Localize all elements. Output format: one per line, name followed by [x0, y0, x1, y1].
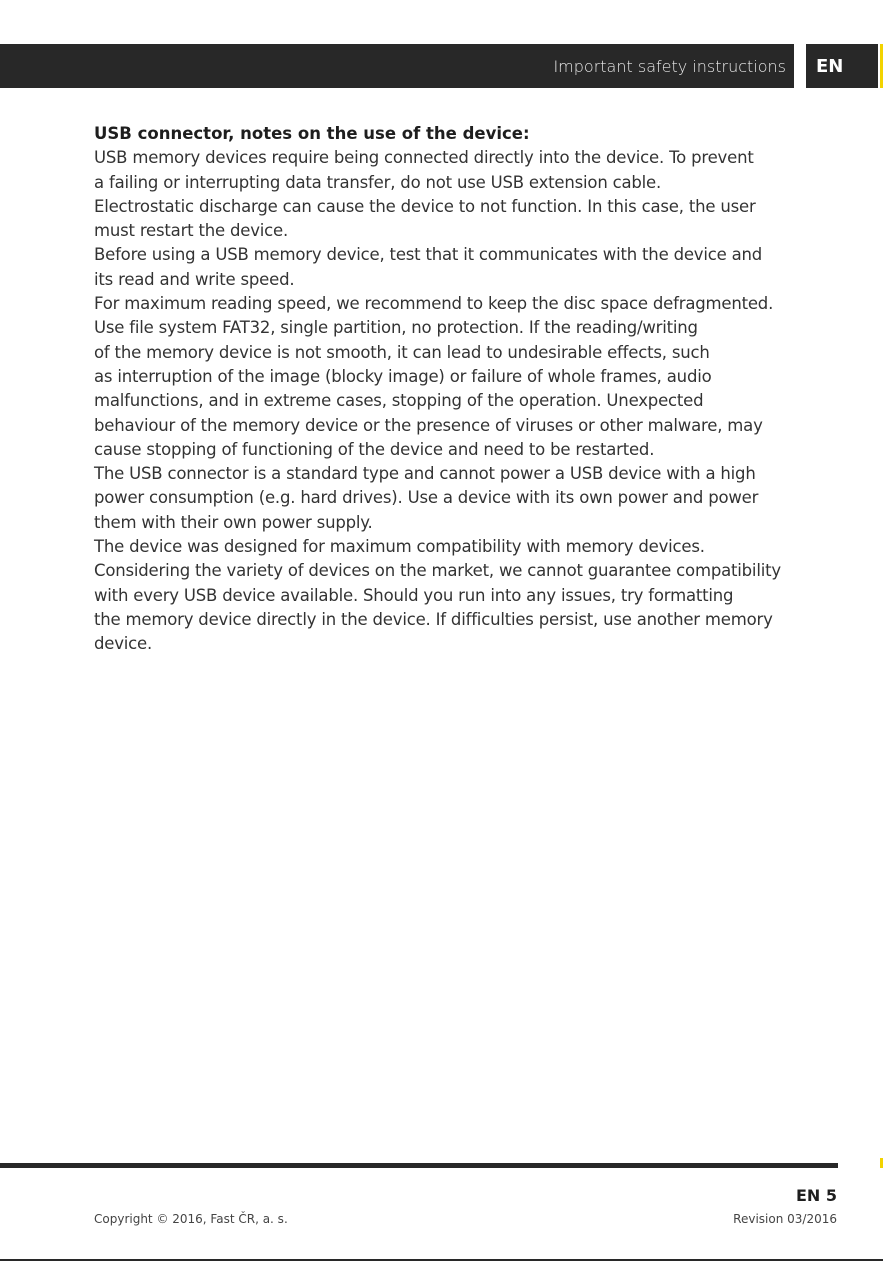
footer-rule — [0, 1163, 838, 1168]
body-line: For maximum reading speed, we recommend to keep the disc space defragmented. — [94, 294, 774, 314]
body-line: a failing or interrupting data transfer, do not use USB extension cable. — [94, 172, 662, 192]
body-line: Considering the variety of devices on the market, we cannot guarantee compatibility — [94, 561, 781, 581]
body-line: must restart the device. — [94, 221, 289, 241]
body-line: Electrostatic discharge can cause the device to not function. In this case, the user — [94, 196, 756, 216]
body-line: of the memory device is not smooth, it can lead to undesirable effects, such — [94, 342, 710, 362]
page-number: EN 5 — [795, 1186, 837, 1205]
body-line: The device was designed for maximum compatibility with memory devices. — [94, 537, 705, 557]
body-line: The USB connector is a standard type and cannot power a USB device with a high — [94, 464, 756, 484]
main-content — [94, 122, 794, 657]
section-heading: USB connector, notes on the use of the device: — [94, 124, 530, 143]
body-line: power consumption (e.g. hard drives). Use a device with its own power and power — [94, 488, 759, 508]
copyright-notice: Copyright © 2016, Fast ČR, a. s. — [94, 1212, 288, 1226]
header-bar — [0, 44, 794, 88]
body-line: malfunctions, and in extreme cases, stopping of the operation. Unexpected — [94, 391, 704, 411]
body-line: behaviour of the memory device or the presence of viruses or other malware, may — [94, 415, 763, 435]
body-line: as interruption of the image (blocky image) or failure of whole frames, audio — [94, 366, 712, 386]
body-line: with every USB device available. Should you run into any issues, try formatting — [94, 585, 734, 605]
header-title: Important safety instructions — [553, 57, 786, 76]
body-line: Use file system FAT32, single partition, no protection. If the reading/writing — [94, 318, 698, 338]
body-line: USB memory devices require being connected directly into the device. To prevent — [94, 148, 754, 168]
body-line: device. — [94, 634, 153, 654]
body-line: its read and write speed. — [94, 269, 295, 289]
body-line: them with their own power supply. — [94, 512, 373, 532]
language-label: EN — [816, 56, 844, 77]
language-tab — [806, 44, 878, 88]
revision-label: Revision 03/2016 — [733, 1212, 837, 1226]
body-line: Before using a USB memory device, test that it communicates with the device and — [94, 245, 763, 265]
body-line: the memory device directly in the device. If difficulties persist, use another memory — [94, 609, 773, 629]
body-line: cause stopping of functioning of the device and need to be restarted. — [94, 439, 655, 459]
